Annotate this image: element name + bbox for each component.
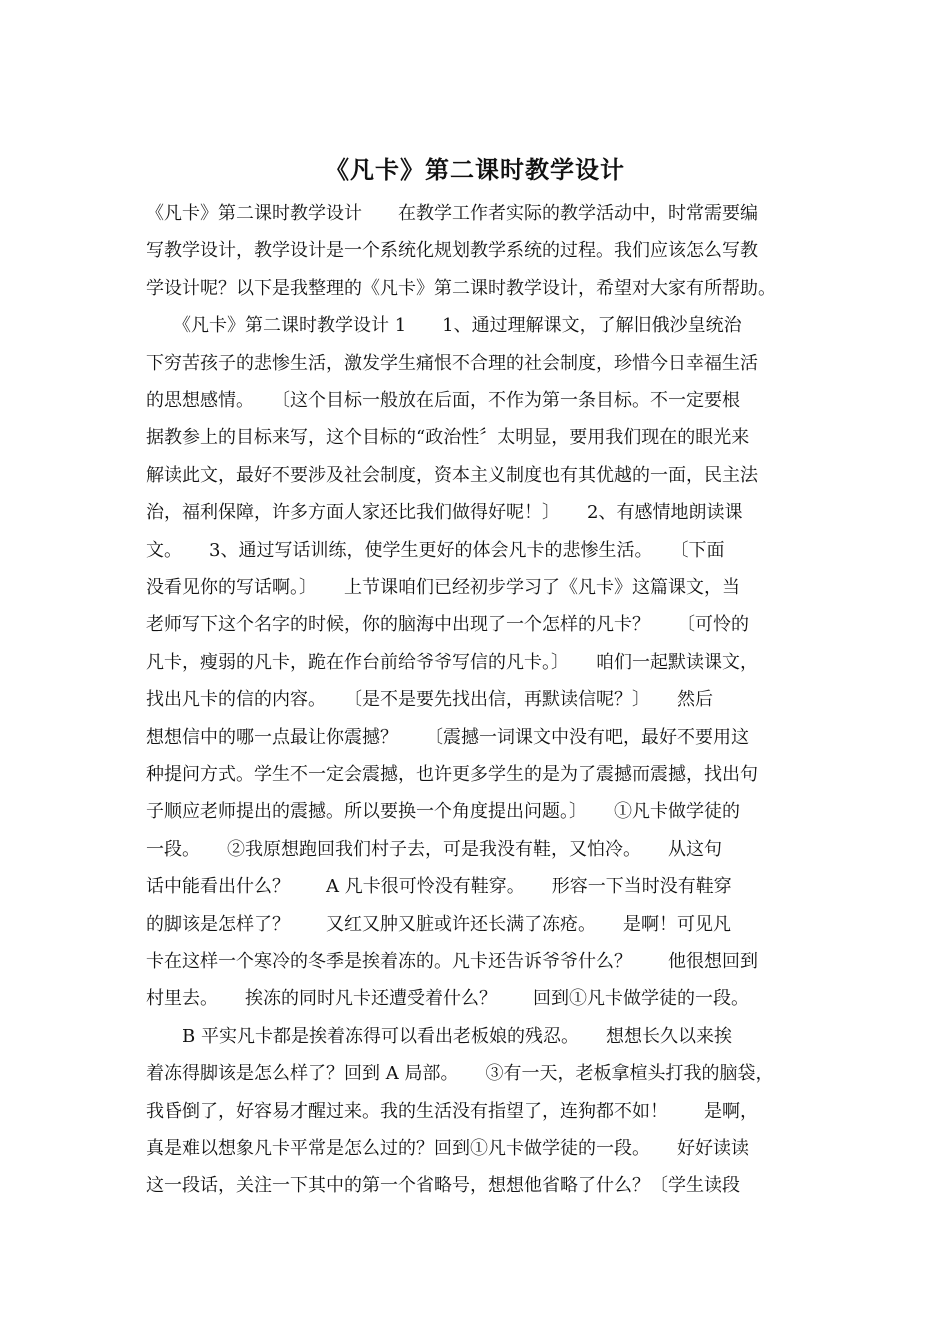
body-text-line: B 平实凡卡都是挨着冻得可以看出老板娘的残忍。 想想长久以来挨 [146, 1025, 732, 1047]
body-text-line: 着冻得脚该是怎么样了？回到 A 局部。 ③有一天，老板拿楦头打我的脑袋， [146, 1063, 774, 1085]
body-text-line: 据教参上的目标来写，这个目标的“政治性〞太明显，要用我们现在的眼光来 [146, 427, 750, 449]
body-text-line: 这一段话，关注一下其中的第一个省略号，想想他省略了什么？〔学生读段 [146, 1175, 740, 1197]
body-text-line: 想想信中的哪一点最让你震撼？ 〔震撼一词课文中没有吧，最好不要用这 [146, 726, 749, 748]
body-text-line: 我昏倒了，好容易才醒过来。我的生活没有指望了，连狗都不如！ 是啊， [146, 1100, 758, 1122]
body-text-line: 话中能看出什么？ A 凡卡很可怜没有鞋穿。 形容一下当时没有鞋穿 [146, 876, 732, 898]
body-text-line: 的思想感情。 〔这个目标一般放在后面，不作为第一条目标。不一定要根 [146, 390, 740, 411]
body-text-line: 《凡卡》第二课时教学设计 1 1、通过理解课文，了解旧俄沙皇统治 [146, 315, 742, 337]
document-title: 《凡卡》第二课时教学设计 [325, 155, 625, 184]
body-text-line: 子顺应老师提出的震撼。所以要换一个角度提出问题。〕 ①凡卡做学徒的 [146, 801, 740, 823]
body-text-line: 卡在这样一个寒冷的冬季是挨着冻的。凡卡还告诉爷爷什么？ 他很想回到 [146, 951, 758, 972]
body-text-line: 治，福利保障，许多方面人家还比我们做得好呢！〕 2、有感情地朗读课 [146, 502, 743, 524]
body-text-line: 学设计呢？以下是我整理的《凡卡》第二课时教学设计，希望对大家有所帮助。 [146, 277, 776, 299]
body-text-line: 村里去。 挨冻的同时凡卡还遭受着什么？ 回到①凡卡做学徒的一段。 [146, 988, 749, 1010]
body-text-line: 找出凡卡的信的内容。 〔是不是要先找出信，再默读信呢？〕 然后 [146, 689, 713, 711]
body-text-line: 文。 3、通过写话训练，使学生更好的体会凡卡的悲惨生活。 〔下面 [146, 539, 725, 561]
body-text-line: 凡卡，瘦弱的凡卡，跪在作台前给爷爷写信的凡卡。〕 咱们一起默读课文， [146, 651, 758, 673]
body-text-line: 一段。 ②我原想跑回我们村子去，可是我没有鞋，又怕冷。 从这句 [146, 838, 722, 860]
body-text-line: 的脚该是怎样了？ 又红又肿又脏或许还长满了冻疮。 是啊！可见凡 [146, 913, 731, 935]
body-text-line: 下穷苦孩子的悲惨生活，激发学生痛恨不合理的社会制度，珍惜今日幸福生活 [146, 352, 758, 374]
body-text-line: 真是难以想象凡卡平常是怎么过的？回到①凡卡做学徒的一段。 好好读读 [146, 1138, 749, 1159]
body-text-line: 种提问方式。学生不一定会震撼，也许更多学生的是为了震撼而震撼，找出句 [146, 764, 758, 785]
body-text-line: 没看见你的写话啊。〕 上节课咱们已经初步学习了《凡卡》这篇课文，当 [146, 577, 740, 598]
body-text-line: 解读此文，最好不要涉及社会制度，资本主义制度也有其优越的一面，民主法 [146, 464, 758, 486]
body-text-line: 老师写下这个名字的时候，你的脑海中出现了一个怎样的凡卡？ 〔可怜的 [146, 614, 749, 636]
body-text-line: 写教学设计，教学设计是一个系统化规划教学系统的过程。我们应该怎么写教 [146, 240, 758, 262]
body-text-line: 《凡卡》第二课时教学设计 在教学工作者实际的教学活动中，时常需要编 [146, 203, 758, 224]
